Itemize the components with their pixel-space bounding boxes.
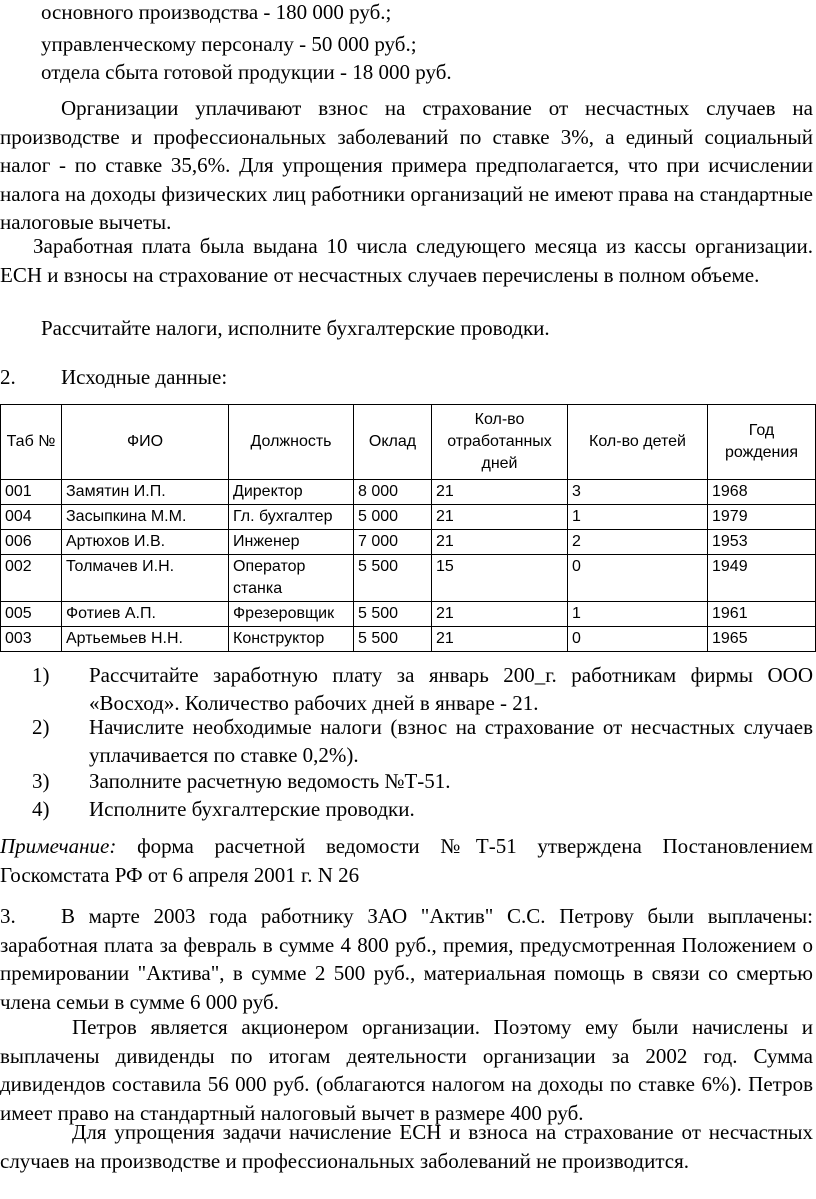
task-item-1	[0, 661, 813, 717]
cell-tab-number: 006	[1, 530, 62, 555]
cell-salary: 8 000	[354, 480, 432, 505]
task-marker: 4)	[32, 797, 50, 821]
cell-name: Засыпкина М.М.	[62, 505, 229, 530]
cell-salary: 5 500	[354, 627, 432, 652]
cell-birth-year: 1953	[708, 530, 816, 555]
task-text: Заполните расчетную ведомость №Т-51.	[89, 769, 451, 793]
cell-children: 2	[568, 530, 708, 555]
table-row	[1, 505, 816, 530]
table-row	[1, 530, 816, 555]
task-item-4	[0, 795, 813, 823]
cell-tab-number: 001	[1, 480, 62, 505]
table-header-row	[1, 405, 816, 480]
cell-salary: 5 500	[354, 602, 432, 627]
cell-days-worked: 21	[432, 530, 568, 555]
paragraph-insurance: Организации уплачивают взнос на страхование от несчастных случаев на производстве и профессиональных заболеваний по ставке 3%, а единый социальный налог - по ставке 35,6%. Для упрощения примера предполагается, что при исчислении налога на доходы физических лиц работники организаций не имеют права на стандартные налоговые вычеты.	[0, 96, 813, 234]
intro-line-2: управленческому персоналу - 50 000 руб.;	[41, 32, 417, 56]
header-position: Должность	[229, 405, 354, 480]
cell-name: Фотиев А.П.	[62, 602, 229, 627]
cell-salary: 5 500	[354, 555, 432, 602]
header-days-worked: Кол-во отработанных дней	[432, 405, 568, 480]
header-tab-number: Таб №	[1, 405, 62, 480]
cell-days-worked: 21	[432, 602, 568, 627]
cell-name: Толмачев И.Н.	[62, 555, 229, 602]
header-birth-year: Год рождения	[708, 405, 816, 480]
cell-children: 0	[568, 555, 708, 602]
note-text: форма расчетной ведомости №Т-51 утверждена Постановлением Госкомстата РФ от 6 апреля 2001 г. N 26	[0, 834, 813, 887]
section-3-number: 3.	[0, 904, 16, 928]
task-text: Начислите необходимые налоги (взнос на страхование от несчастных случаев уплачивается по ставке 0,2%).	[89, 715, 813, 767]
paragraph-instruction: Рассчитайте налоги, исполните бухгалтерские проводки.	[41, 316, 550, 340]
section-3-paragraph-1: В марте 2003 года работнику ЗАО "Актив" С.С. Петрову были выплачены: заработная плата за февраль в сумме 4 800 руб., премия, предусмотренная Положением о премировании "Актива", в сумме 2 500 руб., материальная помощь в связи со смертью члена семьи в сумме 6 000 руб.	[0, 904, 813, 1014]
section-3-paragraph-2: Петров является акционером организации. Поэтому ему были начислены и выплачены дивиденды по итогам деятельности организации за 2002 год. Сумма дивидендов составила 56 000 руб. (облагаются налогом на доходы по ставке 6%). Петров имеет право на стандартный налоговый вычет в размере 400 руб.	[0, 1015, 813, 1125]
cell-days-worked: 21	[432, 627, 568, 652]
cell-position: Директор	[229, 480, 354, 505]
cell-salary: 5 000	[354, 505, 432, 530]
cell-days-worked: 15	[432, 555, 568, 602]
header-salary: Оклад	[354, 405, 432, 480]
cell-days-worked: 21	[432, 480, 568, 505]
cell-name: Замятин И.П.	[62, 480, 229, 505]
table-row	[1, 627, 816, 652]
cell-position: Конструктор	[229, 627, 354, 652]
cell-tab-number: 003	[1, 627, 62, 652]
cell-name: Артюхов И.В.	[62, 530, 229, 555]
cell-tab-number: 002	[1, 555, 62, 602]
task-marker: 1)	[32, 663, 50, 687]
task-text: Исполните бухгалтерские проводки.	[89, 797, 415, 821]
cell-name: Артьемьев Н.Н.	[62, 627, 229, 652]
note-label: Примечание:	[0, 834, 117, 858]
section-3-paragraph-3: Для упрощения задачи начисление ЕСН и взноса на страхование от несчастных случаев на производстве и профессиональных заболеваний не производится.	[0, 1120, 813, 1173]
header-name: ФИО	[62, 405, 229, 480]
cell-tab-number: 004	[1, 505, 62, 530]
task-item-3	[0, 767, 813, 795]
section-2-number: 2.	[0, 365, 16, 389]
cell-birth-year: 1968	[708, 480, 816, 505]
cell-tab-number: 005	[1, 602, 62, 627]
cell-birth-year: 1961	[708, 602, 816, 627]
cell-birth-year: 1979	[708, 505, 816, 530]
cell-children: 0	[568, 627, 708, 652]
intro-line-3: отдела сбыта готовой продукции - 18 000 руб.	[41, 60, 452, 84]
section-2-title: Исходные данные:	[61, 365, 228, 389]
employee-table	[0, 404, 816, 652]
cell-days-worked: 21	[432, 505, 568, 530]
task-marker: 3)	[32, 769, 50, 793]
cell-birth-year: 1965	[708, 627, 816, 652]
cell-children: 1	[568, 505, 708, 530]
table-row	[1, 602, 816, 627]
cell-children: 3	[568, 480, 708, 505]
note-paragraph	[0, 832, 813, 889]
cell-salary: 7 000	[354, 530, 432, 555]
cell-birth-year: 1949	[708, 555, 816, 602]
intro-line-1: основного производства - 180 000 руб.;	[41, 0, 392, 24]
table-row	[1, 480, 816, 505]
cell-position: Оператор станка	[229, 555, 354, 602]
task-marker: 2)	[32, 715, 50, 739]
table-row	[1, 555, 816, 602]
task-item-2	[0, 713, 813, 769]
cell-position: Инженер	[229, 530, 354, 555]
cell-position: Фрезеровщик	[229, 602, 354, 627]
header-children: Кол-во детей	[568, 405, 708, 480]
cell-children: 1	[568, 602, 708, 627]
paragraph-salary-paid: Заработная плата была выдана 10 числа следующего месяца из кассы организации. ЕСН и взносы на страхование от несчастных случаев перечислены в полном объеме.	[0, 234, 813, 287]
cell-position: Гл. бухгалтер	[229, 505, 354, 530]
task-text: Рассчитайте заработную плату за январь 200_г. работникам фирмы ООО «Восход». Количество рабочих дней в январе - 21.	[89, 663, 813, 715]
